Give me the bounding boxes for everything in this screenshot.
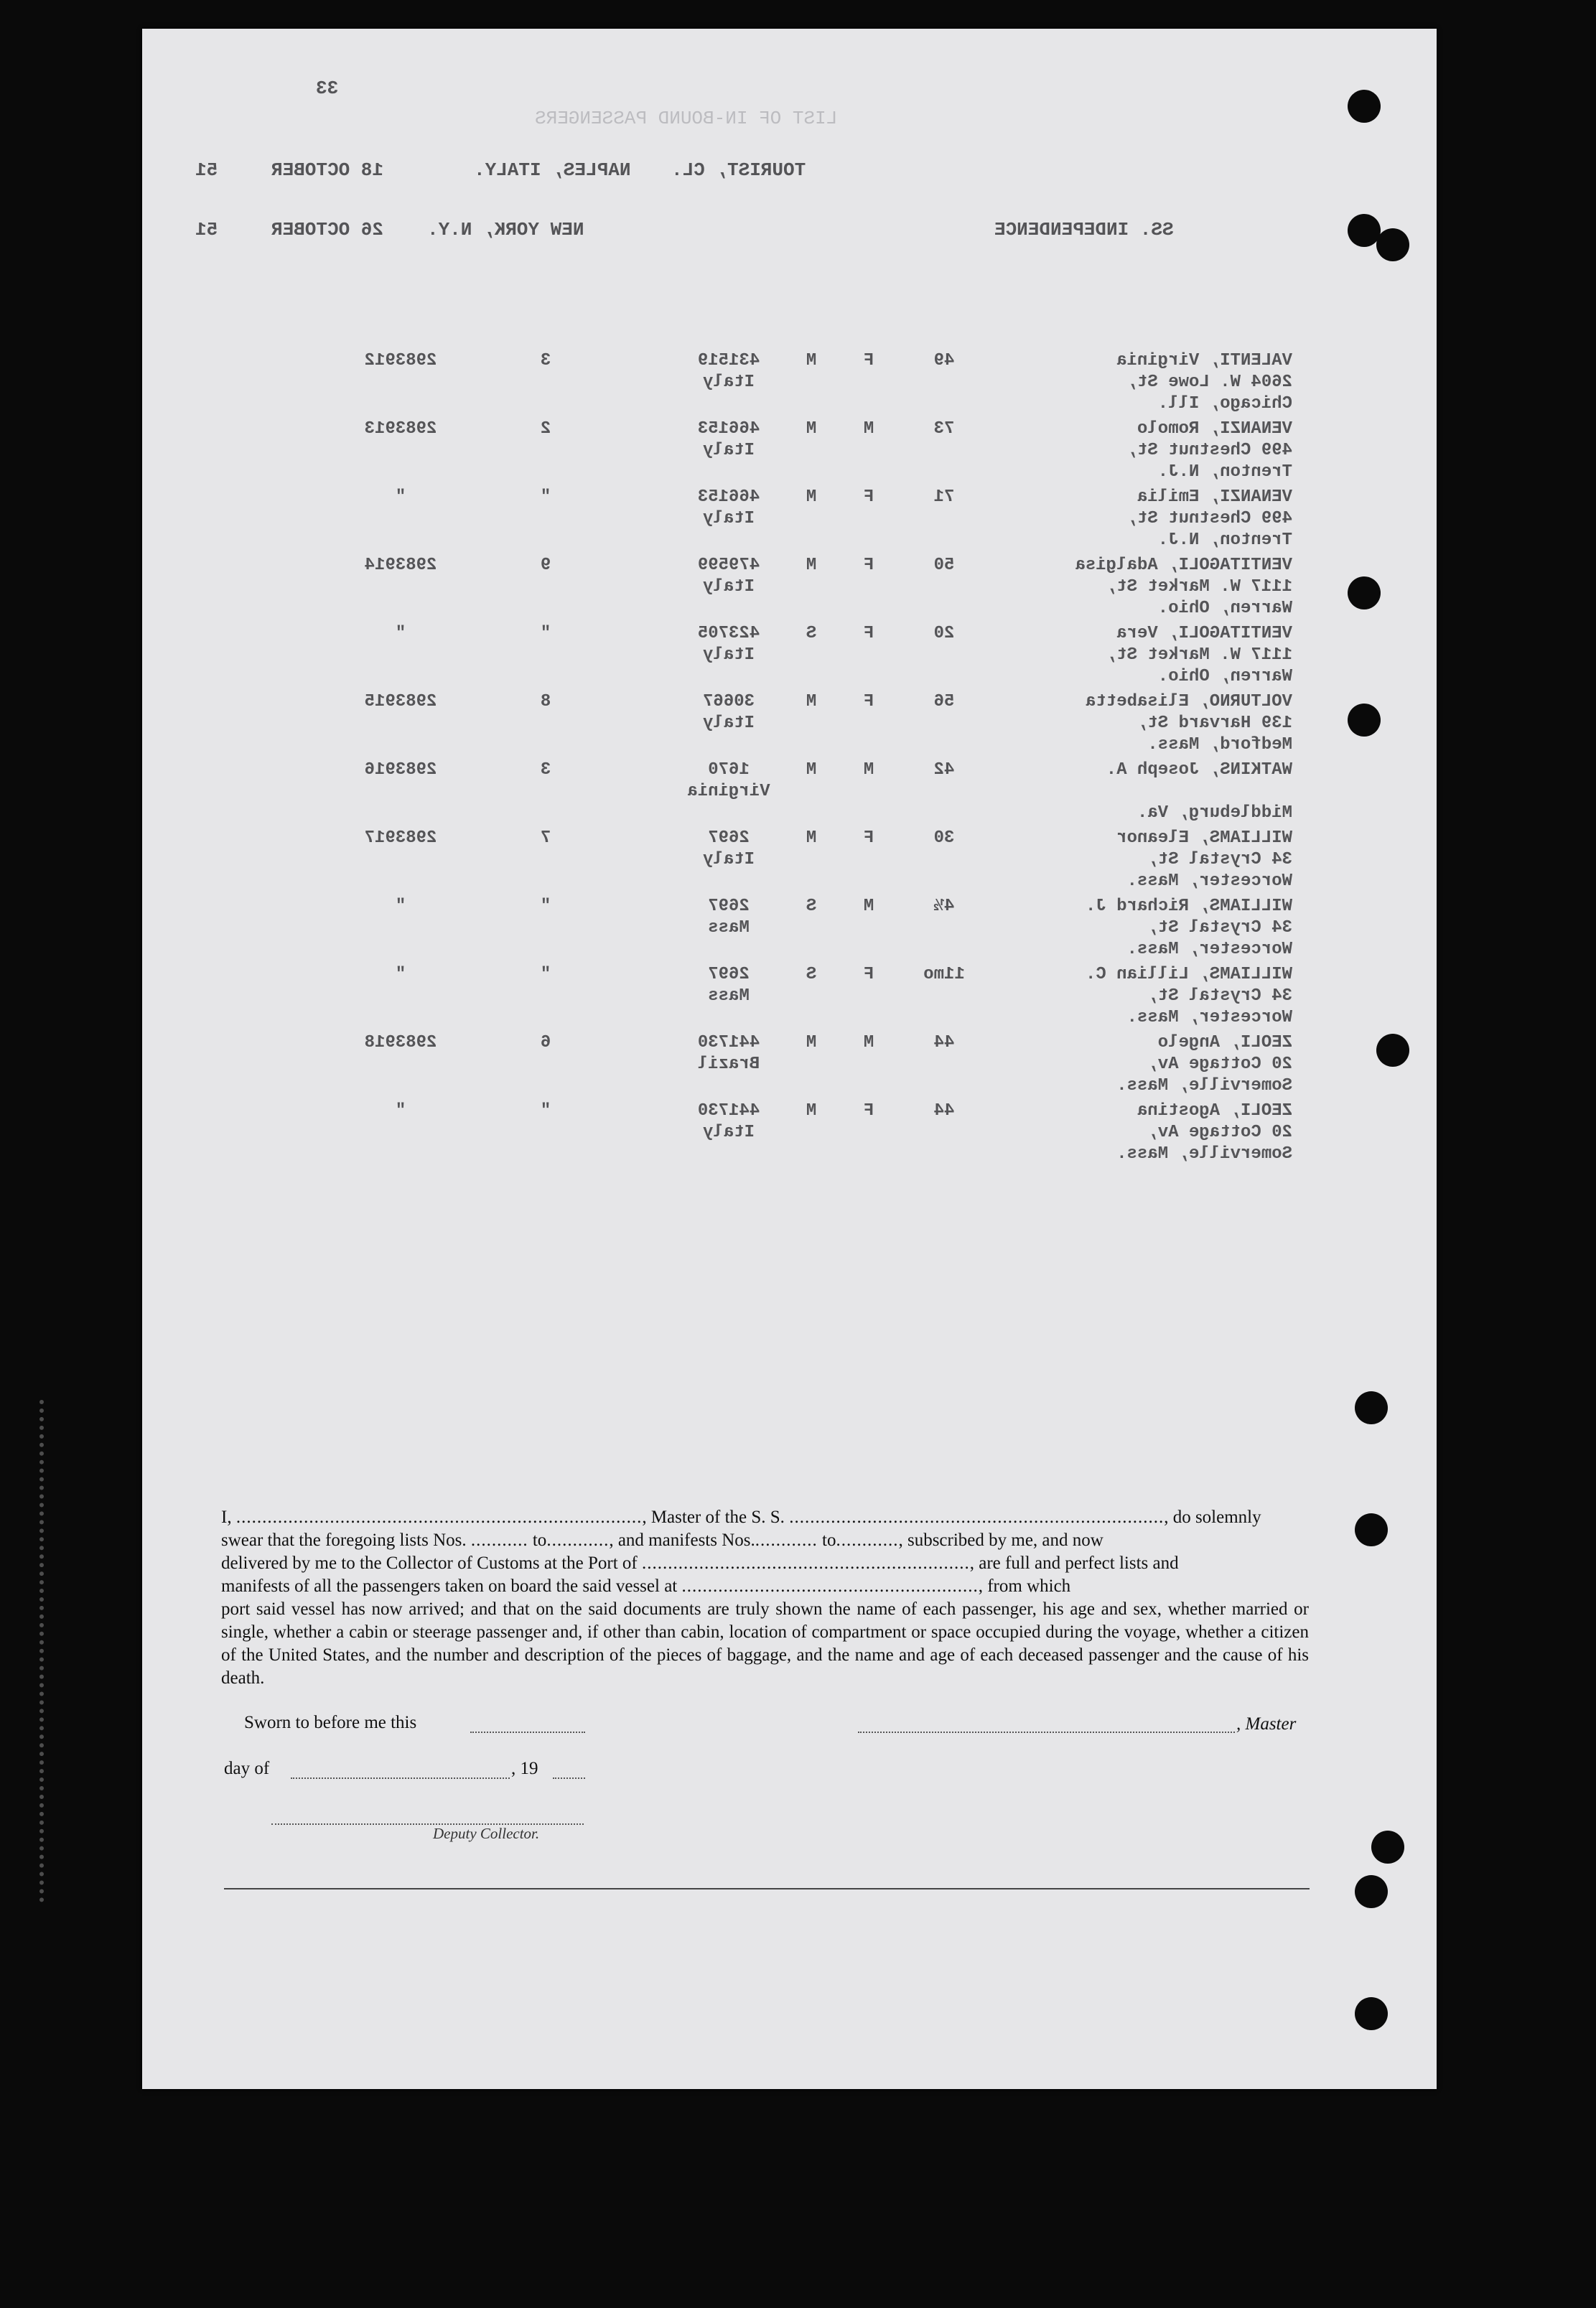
passenger-addr2: Middleburg, Va. [1137, 803, 1292, 823]
sworn-date-line [470, 1717, 585, 1733]
passenger-ms: M [806, 1101, 817, 1121]
passenger-addr1: 499 Chestnut St, [1126, 441, 1292, 460]
passenger-addr1: 139 Harvard St, [1137, 714, 1292, 733]
line1-port: NAPLES, ITALY. [474, 159, 631, 181]
passenger-age: 20 [933, 624, 955, 643]
passenger-name: WILLIAMS, Eleanor [1116, 828, 1292, 848]
passenger-cert: " [395, 1101, 406, 1121]
passenger-cert: " [395, 897, 406, 916]
passenger-cert: 2983913 [364, 419, 437, 439]
passenger-name: WILLIAMS, Richard J. [1085, 897, 1292, 916]
passenger-bags: " [540, 897, 551, 916]
passenger-addr2: Warren, Ohio. [1157, 667, 1292, 686]
passenger-place: Italy [703, 1123, 755, 1142]
master-oath: I, .............................................................................., Master of the S. S. ........................................................................, do solemnly swear that the foregoing lists Nos. ........... to............, and manifests Nos............. to............, subscribed by me, and now delivered by me to the Collector of Customs at the Port of ..............................................................., are full and perfect lists and manifests of all the passengers taken on board the said vessel at ........................................................., from which port said vessel has now arrived; and that on the said documents are truly shown the name of each passenger, his age and sex, whether married or single, whether a cabin or steerage passenger and, if other than cabin, location of compartment or space occupied during the voyage, whether a citizen of the United States, and the number and description of the pieces of baggage, and the name and age of each deceased passenger and the cause of his death. [221, 1508, 1309, 1688]
passenger-ms: M [806, 828, 817, 848]
passenger-sex: F [863, 556, 874, 575]
passenger-bags: 8 [540, 692, 551, 711]
passenger-addr1: 34 Crystal St, [1147, 918, 1292, 938]
passenger-doc: 2697 [708, 828, 750, 848]
binder-hole [1376, 228, 1409, 261]
passenger-cert: 2983915 [364, 692, 437, 711]
master-signature-line [858, 1717, 1235, 1733]
passenger-cert: 2983918 [364, 1033, 437, 1052]
passenger-age: 11mo [923, 965, 965, 984]
passenger-sex: M [863, 897, 874, 916]
line1-date: 18 OCTOBER [271, 159, 384, 181]
binder-hole [1348, 214, 1381, 247]
passenger-place: Italy [703, 714, 755, 733]
line2-port: NEW YORK, N.Y. [427, 219, 584, 240]
passenger-age: 71 [933, 487, 955, 507]
master-label: , Master [1236, 1714, 1297, 1734]
passenger-doc: 2697 [708, 897, 750, 916]
passenger-bags: 2 [540, 419, 551, 439]
binder-hole [1348, 704, 1381, 737]
passenger-name: VENTITAGOLI, Adalgisa [1075, 556, 1292, 575]
binder-hole [1371, 1831, 1404, 1864]
passenger-addr2: Trenton, N.J. [1157, 531, 1292, 550]
binder-hole [1355, 1513, 1388, 1546]
deputy-label: Deputy Collector. [433, 1825, 540, 1842]
binder-hole [1355, 1875, 1388, 1908]
passenger-sex: M [863, 419, 874, 439]
passenger-doc: 423705 [697, 624, 760, 643]
passenger-bags: " [540, 487, 551, 507]
passenger-sex: F [863, 351, 874, 370]
passenger-addr1: 499 Chestnut St, [1126, 509, 1292, 528]
year-label: , 19 [511, 1759, 538, 1778]
passenger-addr2: Worcester, Mass. [1126, 940, 1292, 959]
passenger-doc: 466153 [697, 487, 760, 507]
passenger-addr2: Worcester, Mass. [1126, 1008, 1292, 1027]
passenger-doc: 466153 [697, 419, 760, 439]
passenger-addr1: 1117 W. Market St, [1106, 577, 1292, 597]
passenger-name: ZEOLI, Angelo [1157, 1033, 1292, 1052]
passenger-age: 4½ [933, 897, 955, 916]
passenger-addr2: Trenton, N.J. [1157, 462, 1292, 482]
passenger-sex: F [863, 692, 874, 711]
passenger-ms: S [806, 897, 817, 916]
passenger-age: 73 [933, 419, 955, 439]
passenger-doc: 30667 [703, 692, 755, 711]
passenger-age: 50 [933, 556, 955, 575]
passenger-sex: F [863, 965, 874, 984]
passenger-ms: M [806, 351, 817, 370]
passenger-addr2: Somerville, Mass. [1116, 1144, 1292, 1164]
passenger-sex: F [863, 624, 874, 643]
passenger-bags: 6 [540, 1033, 551, 1052]
passenger-bags: 9 [540, 556, 551, 575]
passenger-doc: 2697 [708, 965, 750, 984]
list-title: LIST OF IN-BOUND PASSENGERS [535, 108, 838, 129]
binder-hole [1348, 90, 1381, 123]
day-line [291, 1763, 510, 1779]
line1-number: 51 [195, 159, 218, 181]
passenger-age: 44 [933, 1033, 955, 1052]
line1-class: TOURIST, CL. [671, 159, 806, 181]
passenger-bags: " [540, 965, 551, 984]
passenger-addr1: 20 Cottage Av, [1147, 1055, 1292, 1074]
bottom-rule [224, 1888, 1310, 1889]
passenger-place: Mass [708, 918, 750, 938]
passenger-addr1: 34 Crystal St, [1147, 850, 1292, 869]
passenger-place: Mass [708, 986, 750, 1006]
passenger-addr2: Somerville, Mass. [1116, 1076, 1292, 1095]
passenger-name: VOLTURNO, Elisabetta [1085, 692, 1292, 711]
passenger-place: Italy [703, 373, 755, 392]
page-number: 33 [316, 78, 339, 99]
passenger-place: Brazil [697, 1055, 760, 1074]
passenger-place: Italy [703, 509, 755, 528]
passenger-place: Italy [703, 441, 755, 460]
year-line [553, 1763, 585, 1779]
binder-hole [1376, 1034, 1409, 1067]
passenger-place: Virginia [687, 782, 770, 801]
passenger-age: 49 [933, 351, 955, 370]
passenger-sex: M [863, 1033, 874, 1052]
passenger-bags: 3 [540, 760, 551, 780]
passenger-name: VENANZI, Romolo [1137, 419, 1292, 439]
passenger-name: ZEOLI, Agostina [1137, 1101, 1292, 1121]
binder-hole [1348, 576, 1381, 609]
passenger-cert: 2983916 [364, 760, 437, 780]
passenger-ms: M [806, 692, 817, 711]
passenger-bags: " [540, 1101, 551, 1121]
passenger-age: 42 [933, 760, 955, 780]
passenger-ms: M [806, 419, 817, 439]
passenger-name: WILLIAMS, Lillian C. [1085, 965, 1292, 984]
line2-date: 26 OCTOBER [271, 219, 384, 240]
sworn-label: Sworn to before me this [244, 1713, 417, 1732]
passenger-cert: " [395, 624, 406, 643]
binder-hole [1355, 1391, 1388, 1424]
passenger-bags: " [540, 624, 551, 643]
passenger-name: VENANZI, Emilia [1137, 487, 1292, 507]
passenger-cert: " [395, 487, 406, 507]
day-label: day of [224, 1759, 270, 1778]
passenger-ms: M [806, 1033, 817, 1052]
passenger-bags: 3 [540, 351, 551, 370]
passenger-cert: 2983914 [364, 556, 437, 575]
deputy-signature-line [271, 1809, 584, 1825]
passenger-cert: 2983912 [364, 351, 437, 370]
passenger-doc: 441730 [697, 1101, 760, 1121]
passenger-doc: 431519 [697, 351, 760, 370]
passenger-sex: F [863, 828, 874, 848]
torn-edge [39, 1400, 48, 1902]
passenger-cert: " [395, 965, 406, 984]
ship-name: SS. INDEPENDENCE [994, 219, 1174, 240]
passenger-sex: M [863, 760, 874, 780]
passenger-doc: 1670 [708, 760, 750, 780]
passenger-place: Italy [703, 645, 755, 665]
passenger-addr2: Worcester, Mass. [1126, 872, 1292, 891]
passenger-sex: F [863, 1101, 874, 1121]
passenger-ms: S [806, 965, 817, 984]
passenger-doc: 441730 [697, 1033, 760, 1052]
passenger-addr1: 1117 W. Market St, [1106, 645, 1292, 665]
passenger-name: VALENTI, Virginia [1116, 351, 1292, 370]
passenger-doc: 479599 [697, 556, 760, 575]
passenger-place: Italy [703, 850, 755, 869]
passenger-bags: 7 [540, 828, 551, 848]
passenger-sex: F [863, 487, 874, 507]
passenger-age: 30 [933, 828, 955, 848]
passenger-place: Italy [703, 577, 755, 597]
passenger-name: VENTITAGOLI, Vera [1116, 624, 1292, 643]
passenger-addr1: 34 Crystal St, [1147, 986, 1292, 1006]
line2-number: 51 [195, 219, 218, 240]
passenger-cert: 2983917 [364, 828, 437, 848]
binder-hole [1355, 1997, 1388, 2030]
passenger-ms: M [806, 760, 817, 780]
passenger-age: 44 [933, 1101, 955, 1121]
passenger-ms: M [806, 487, 817, 507]
passenger-age: 56 [933, 692, 955, 711]
passenger-ms: S [806, 624, 817, 643]
passenger-addr1: 20 Cottage Av, [1147, 1123, 1292, 1142]
passenger-addr2: Chicago, Ill. [1157, 394, 1292, 414]
passenger-name: WATKINS, Joseph A. [1106, 760, 1292, 780]
passenger-ms: M [806, 556, 817, 575]
passenger-addr2: Medford, Mass. [1147, 735, 1292, 754]
passenger-addr1: 2604 W. Lowe St, [1126, 373, 1292, 392]
passenger-addr2: Warren, Ohio. [1157, 599, 1292, 618]
